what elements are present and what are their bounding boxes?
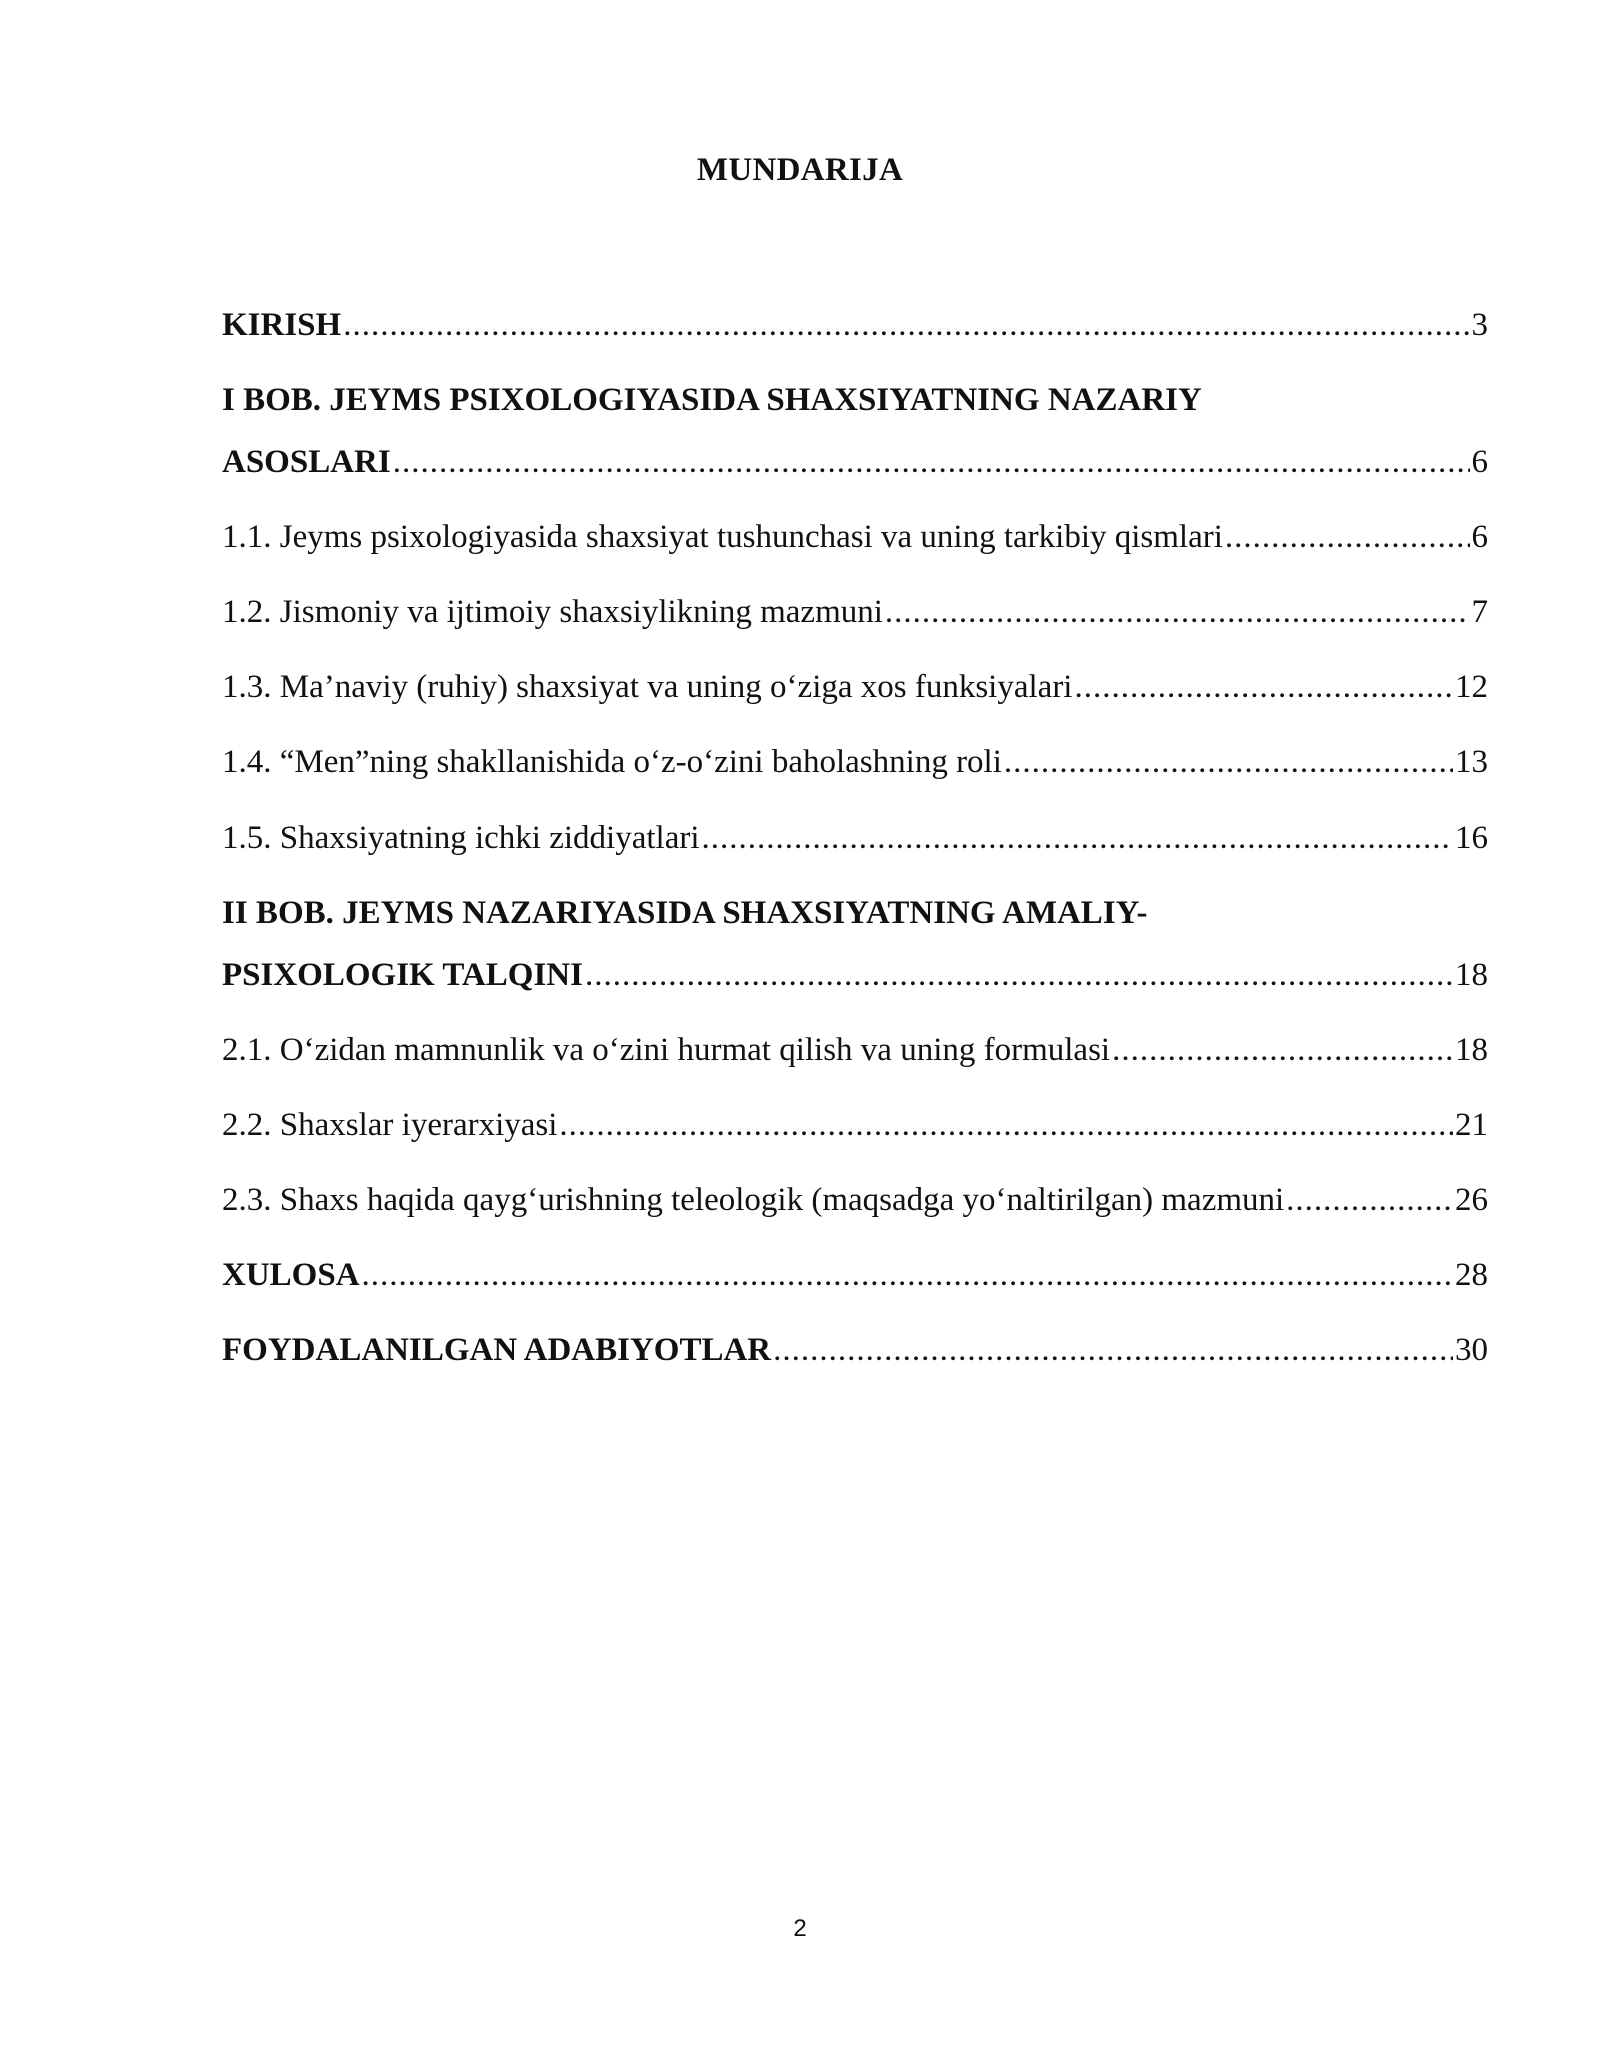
toc-entry-1-2[interactable] — [222, 587, 1488, 637]
page-number: 2 — [793, 1915, 807, 1942]
dot-leader — [585, 950, 1453, 1000]
dot-leader — [1286, 1175, 1453, 1225]
toc-entry-label: 1.5. Shaxsiyatning ichki ziddiyatlari — [222, 820, 700, 856]
toc-entry-page: 28 — [1455, 1257, 1488, 1293]
dot-leader — [773, 1325, 1453, 1375]
toc-entry-page: 26 — [1455, 1182, 1488, 1218]
toc-entry-2-2[interactable] — [222, 1100, 1488, 1150]
toc-entry-2-1[interactable] — [222, 1025, 1488, 1075]
toc-entry-label: FOYDALANILGAN ADABIYOTLAR — [222, 1332, 772, 1368]
toc-entry-label: ASOSLARI — [222, 444, 391, 480]
toc-chapter-2-heading-cont[interactable] — [222, 950, 1488, 1000]
dot-leader — [1225, 512, 1470, 562]
page-title: MUNDARIJA — [696, 152, 904, 188]
dot-leader — [362, 1250, 1453, 1300]
toc-entry-1-4[interactable] — [222, 737, 1488, 787]
toc-entry-page: 30 — [1455, 1332, 1488, 1368]
toc-entry-page: 13 — [1455, 744, 1488, 780]
toc-entry-label: PSIXOLOGIK TALQINI — [222, 957, 583, 993]
toc-entry-label: 2.2. Shaxslar iyerarxiyasi — [222, 1107, 558, 1143]
toc-entry-page: 18 — [1455, 1032, 1488, 1068]
toc-chapter-1-heading-cont[interactable] — [222, 437, 1488, 487]
toc-entry-page: 3 — [1471, 307, 1488, 343]
toc-entry-page: 7 — [1471, 594, 1488, 630]
toc-entry-page: 16 — [1455, 820, 1488, 856]
toc-entry-1-3[interactable] — [222, 662, 1488, 712]
toc-entry-label: 2.1. O‘zidan mamnunlik va o‘zini hurmat qilish va uning formulasi — [222, 1032, 1111, 1068]
dot-leader — [1004, 737, 1453, 787]
toc-entry-label: XULOSA — [222, 1257, 360, 1293]
toc-entry-1-5[interactable] — [222, 813, 1488, 863]
toc-chapter-2-heading[interactable] — [222, 888, 1488, 938]
toc-entry-1-1[interactable] — [222, 512, 1488, 562]
toc-chapter-1-heading[interactable] — [222, 375, 1488, 425]
toc-entry-adabiyotlar[interactable] — [222, 1325, 1488, 1375]
toc-entry-2-3[interactable] — [222, 1175, 1488, 1225]
toc-entry-page: 6 — [1471, 444, 1488, 480]
toc-entry-page: 6 — [1471, 519, 1488, 555]
toc-entry-xulosa[interactable] — [222, 1250, 1488, 1300]
dot-leader — [702, 813, 1453, 863]
table-of-contents — [222, 0, 1488, 2070]
dot-leader — [393, 437, 1470, 487]
toc-entry-label: KIRISH — [222, 307, 342, 343]
toc-entry-page: 12 — [1455, 669, 1488, 705]
dot-leader — [1074, 662, 1453, 712]
toc-entry-label: 1.3. Ma’naviy (ruhiy) shaxsiyat va uning o‘ziga xos funksiyalari — [222, 669, 1073, 705]
toc-entry-label: II BOB. JEYMS NAZARIYASIDA SHAXSIYATNING AMALIY- — [222, 895, 1148, 931]
toc-entry-page: 21 — [1455, 1107, 1488, 1143]
dot-leader — [559, 1100, 1453, 1150]
toc-entry-page: 18 — [1455, 957, 1488, 993]
toc-entry-label: 1.4. “Men”ning shakllanishida o‘z-o‘zini baholashning roli — [222, 744, 1002, 780]
toc-entry-label: 1.1. Jeyms psixologiyasida shaxsiyat tushunchasi va uning tarkibiy qismlari — [222, 519, 1223, 555]
dot-leader — [1112, 1025, 1453, 1075]
toc-entry-label: I BOB. JEYMS PSIXOLOGIYASIDA SHAXSIYATNING NAZARIY — [222, 382, 1202, 418]
toc-entry-label: 1.2. Jismoniy va ijtimoiy shaxsiylikning mazmuni — [222, 594, 883, 630]
toc-entry-kirish[interactable] — [222, 300, 1488, 350]
toc-entry-label: 2.3. Shaxs haqida qayg‘urishning teleologik (maqsadga yo‘naltirilgan) mazmuni — [222, 1182, 1285, 1218]
dot-leader — [885, 587, 1470, 637]
dot-leader — [343, 300, 1469, 350]
